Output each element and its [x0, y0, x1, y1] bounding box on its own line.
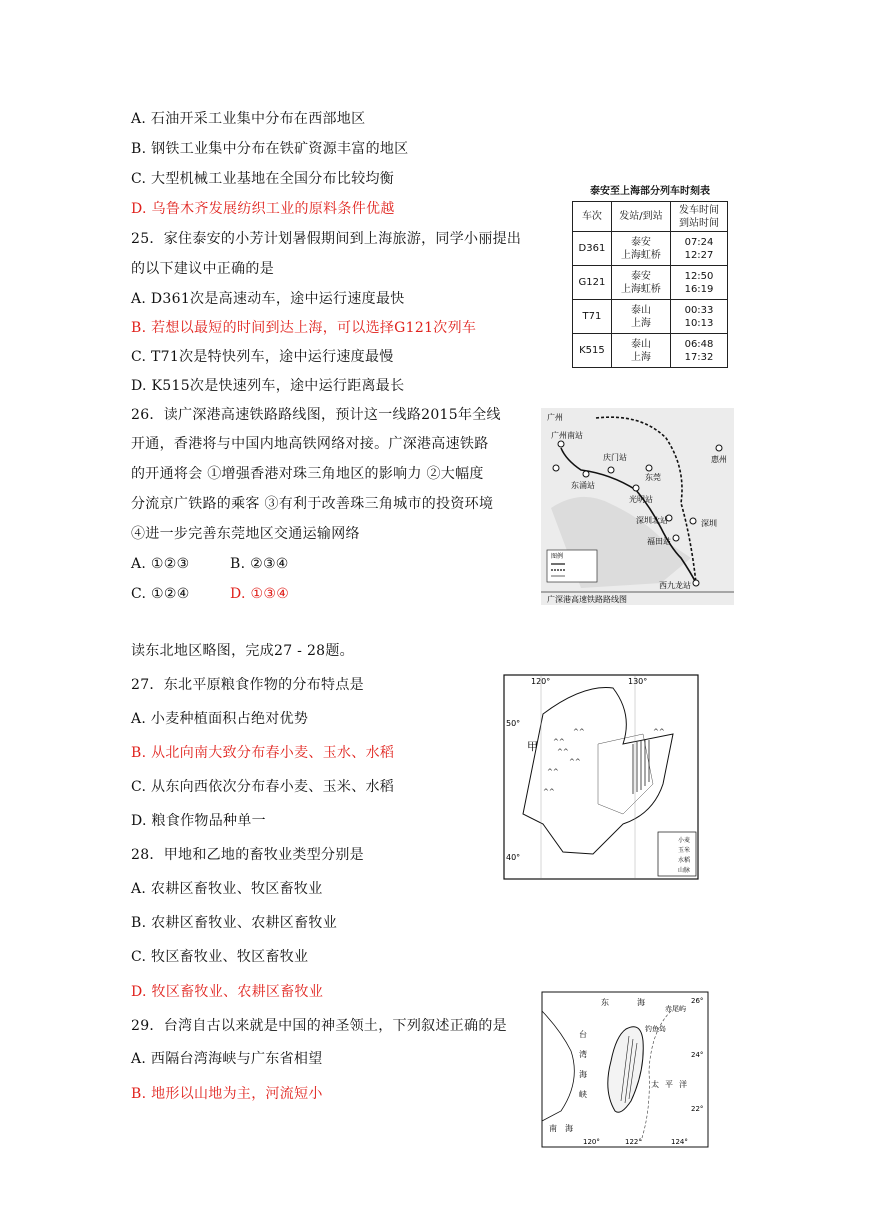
map-label-shenzhen: 深圳: [701, 519, 717, 528]
time-cell: [671, 232, 728, 266]
arr-time: 10:13: [684, 317, 714, 329]
schedule-header-station: 发站/到站: [611, 202, 670, 232]
from-station: 泰山: [630, 338, 651, 350]
tw-lon-124: 124°: [671, 1138, 688, 1146]
tw-label-chiwei: 赤尾屿: [665, 1005, 686, 1013]
q27-option-a: A. 小麦种植面积占绝对优势: [131, 711, 309, 727]
q26-stem-1: 26．读广深港高速铁路路线图，预计这一线路2015年全线: [131, 407, 501, 423]
train-number: K515: [573, 334, 612, 368]
q26-stem-2: 开通，香港将与中国内地高铁网络对接。广深港高速铁路: [131, 436, 489, 452]
train-schedule-figure: [572, 182, 728, 368]
tw-south-1: 南: [549, 1124, 557, 1133]
q25-stem: 25．家住泰安的小芳计划暑假期间到上海旅游，同学小丽提出: [131, 231, 522, 247]
station-cell: [611, 334, 670, 368]
q25-option-d: D. K515次是快速列车，途中运行距离最长: [131, 378, 405, 394]
q25-option-c: C. T71次是特快列车，途中运行速度最慢: [131, 349, 394, 365]
ne-legend-mountain: 山脉: [678, 867, 691, 874]
ne-lat-50: 50°: [506, 719, 521, 728]
schedule-row: [573, 232, 728, 266]
tw-pacific-2: 平: [665, 1080, 673, 1089]
schedule-row: [573, 334, 728, 368]
rail-route-map: [541, 408, 734, 605]
dep-time: 00:33: [684, 304, 714, 316]
tw-lat-24: 24°: [691, 1051, 704, 1059]
q28-option-a: A. 农耕区畜牧业、牧区畜牧业: [131, 881, 323, 897]
ne-legend-rice: 水稻: [678, 857, 691, 864]
to-station: 上海虹桥: [620, 249, 661, 261]
q24-option-d: D. 乌鲁木齐发展纺织工业的原料条件优越: [131, 201, 395, 217]
tw-lon-122: 122°: [625, 1138, 642, 1146]
ne-lon-130: 130°: [628, 677, 648, 686]
q28-option-d: D. 牧区畜牧业、农耕区畜牧业: [131, 984, 324, 1000]
q29-option-a: A. 西隔台湾海峡与广东省相望: [131, 1051, 323, 1067]
ne-region-jia: 甲: [527, 740, 538, 753]
q27-stem: 27．东北平原粮食作物的分布特点是: [131, 677, 364, 693]
arr-time: 17:32: [684, 351, 714, 363]
q29-option-b: B. 地形以山地为主，河流短小: [131, 1086, 323, 1102]
to-station: 上海: [630, 317, 651, 329]
q25-stem-cont: 的以下建议中正确的是: [131, 261, 274, 277]
map-label-dongguan: 东莞: [645, 473, 661, 482]
q24-option-a: A. 石油开采工业集中分布在西部地区: [131, 111, 366, 127]
schedule-header-train: 车次: [573, 202, 612, 232]
ne-lat-40: 40°: [506, 853, 521, 862]
tw-pacific-1: 太: [651, 1080, 659, 1089]
map-legend-title: 图例: [551, 553, 564, 560]
map-label-guangzhou-south: 广州南站: [551, 431, 583, 440]
tw-lat-26: 26°: [691, 997, 704, 1005]
train-number: T71: [573, 300, 612, 334]
schedule-header-time: 发车时间 到站时间: [671, 202, 728, 232]
train-number: D361: [573, 232, 612, 266]
rail-map-caption: 广深港高速铁路路线图: [547, 595, 627, 604]
tw-strait-2: 湾: [579, 1050, 587, 1059]
schedule-title: 泰安至上海部分列车时刻表: [590, 186, 710, 197]
tw-lat-22: 22°: [691, 1105, 704, 1113]
q29-stem: 29．台湾自古以来就是中国的神圣领土，下列叙述正确的是: [131, 1018, 507, 1034]
ne-map-legend: [658, 832, 696, 876]
tw-south-2: 海: [565, 1124, 573, 1133]
q26-option-c: C. ①②④: [131, 586, 190, 602]
map-label-guangzhou: 广州: [547, 413, 563, 422]
map-label-huizhou: 惠州: [711, 455, 727, 464]
q26-option-b: B. ②③④: [230, 556, 289, 572]
station-cell: [611, 266, 670, 300]
q24-option-c: C. 大型机械工业基地在全国分布比较均衡: [131, 171, 395, 187]
tw-strait-4: 峡: [579, 1090, 587, 1099]
q25-option-a: A. D361次是高速动车，途中运行速度最快: [131, 291, 405, 307]
svg-text:^^: ^^: [557, 748, 569, 756]
q28-option-b: B. 农耕区畜牧业、农耕区畜牧业: [131, 915, 337, 931]
map-label-guangming: 光明站: [629, 495, 653, 504]
q27-option-b: B. 从北向南大致分布春小麦、玉水、水稻: [131, 745, 395, 761]
svg-text:^^: ^^: [553, 738, 565, 746]
ne-intro: 读东北地区略图，完成27 - 28题。: [131, 643, 354, 659]
from-station: 泰安: [630, 270, 651, 282]
tw-label-diaoyu: 钓鱼岛: [645, 1025, 666, 1033]
map-label-qingmen: 庆门站: [603, 453, 627, 462]
tw-label-east: 东: [601, 998, 609, 1007]
ne-legend-corn: 玉米: [678, 847, 691, 854]
q26-stem-3: 的开通将会 ①增强香港对珠三角地区的影响力 ②大幅度: [131, 466, 484, 482]
dep-time: 07:24: [684, 236, 714, 248]
from-station: 泰安: [630, 236, 651, 248]
map-label-west-kowloon: 西九龙站: [659, 581, 691, 590]
q27-option-d: D. 粮食作物品种单一: [131, 813, 266, 829]
q25-option-b: B. 若想以最短的时间到达上海，可以选择G121次列车: [131, 320, 477, 336]
station-cell: [611, 232, 670, 266]
svg-text:^^: ^^: [543, 788, 555, 796]
time-cell: [671, 300, 728, 334]
to-station: 上海: [630, 351, 651, 363]
svg-text:^^: ^^: [653, 728, 665, 736]
train-number: G121: [573, 266, 612, 300]
map-label-dongchong: 东涌站: [571, 481, 595, 490]
schedule-row: [573, 266, 728, 300]
q26-stem-4: 分流京广铁路的乘客 ③有利于改善珠三角城市的投资环境: [131, 496, 494, 512]
svg-text:^^: ^^: [573, 728, 585, 736]
schedule-row: [573, 300, 728, 334]
q27-option-c: C. 从东向西依次分布春小麦、玉米、水稻: [131, 779, 395, 795]
tw-strait-1: 台: [579, 1030, 587, 1039]
q26-stem-5: ④进一步完善东莞地区交通运输网络: [131, 526, 360, 542]
q28-stem: 28．甲地和乙地的畜牧业类型分别是: [131, 847, 364, 863]
q28-option-c: C. 牧区畜牧业、牧区畜牧业: [131, 949, 309, 965]
tw-lon-120: 120°: [583, 1138, 600, 1146]
ne-legend-wheat: 小麦: [678, 837, 691, 844]
taiwan-map: [541, 991, 709, 1148]
q24-option-b: B. 钢铁工业集中分布在铁矿资源丰富的地区: [131, 141, 409, 157]
tw-label-sea: 海: [637, 998, 645, 1007]
tw-strait-3: 海: [579, 1070, 587, 1079]
dep-time: 06:48: [684, 338, 714, 350]
tw-pacific-3: 洋: [679, 1080, 687, 1089]
q26-option-a: A. ①②③: [131, 556, 190, 572]
schedule-table: [572, 201, 728, 368]
arr-time: 16:19: [684, 283, 714, 295]
arr-time: 12:27: [684, 249, 714, 261]
time-cell: [671, 334, 728, 368]
from-station: 泰山: [630, 304, 651, 316]
q26-option-d: D. ①③④: [230, 586, 290, 602]
svg-text:^^: ^^: [569, 758, 581, 766]
svg-text:^^: ^^: [547, 768, 559, 776]
station-cell: [611, 300, 670, 334]
map-label-futian: 福田站: [647, 537, 671, 546]
time-cell: [671, 266, 728, 300]
ne-lon-120: 120°: [531, 677, 551, 686]
map-label-shenzhen-north: 深圳北站: [636, 516, 668, 525]
to-station: 上海虹桥: [620, 283, 661, 295]
northeast-map: [503, 674, 699, 880]
dep-time: 12:50: [684, 270, 714, 282]
